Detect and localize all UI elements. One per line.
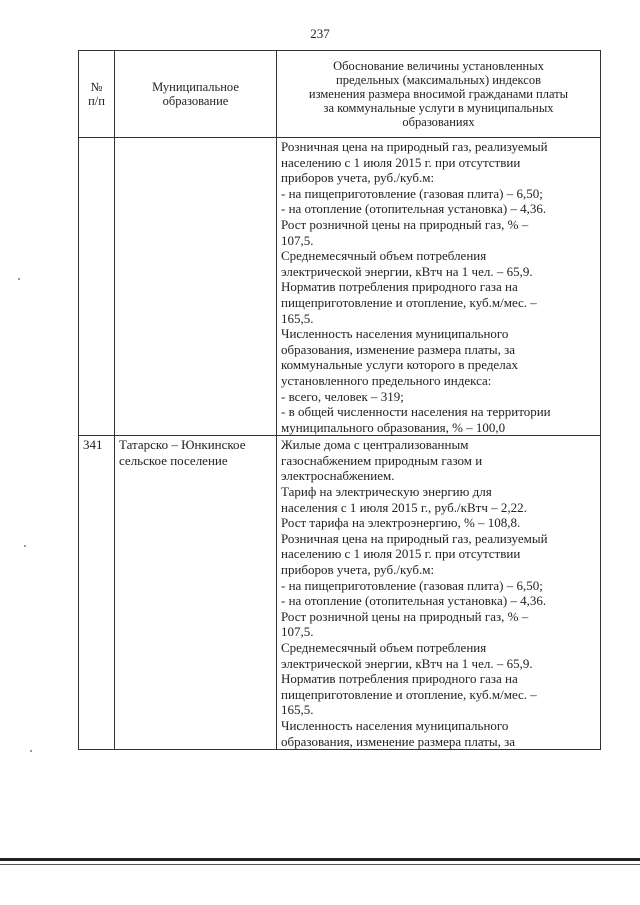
justification-line: Розничная цена на природный газ, реализуемый — [281, 139, 548, 154]
justification-line: - на пищеприготовление (газовая плита) – 6,50; — [281, 577, 543, 593]
justification-line: приборов учета, руб./куб.м: — [281, 170, 435, 186]
justification-line: Рост тарифа на электроэнергию, % – 108,8. — [281, 515, 521, 531]
header-line: Муниципальное — [152, 80, 239, 94]
justification-line: пищеприготовление и отопление, куб.м/мес. – — [281, 294, 537, 310]
cell-municipality — [115, 138, 277, 436]
row-number — [79, 138, 114, 139]
justification-line: Рост розничной цены на природный газ, % – — [281, 608, 529, 624]
justification-line: образования, изменение размера платы, за — [281, 341, 516, 357]
tariff-justification-table — [78, 50, 601, 750]
municipality-line: Татарско – Юнкинское — [119, 437, 246, 453]
justification-line: Численность населения муниципального — [281, 326, 509, 342]
row-number: 341 — [83, 437, 103, 453]
justification-line: Норматив потребления природного газа на — [281, 279, 518, 295]
cell-municipality — [115, 436, 277, 750]
justification-line: Розничная цена на природный газ, реализуемый — [281, 530, 548, 546]
table-row — [79, 138, 601, 436]
justification-line: Численность населения муниципального — [281, 717, 509, 733]
header-line: изменения размера вносимой гражданами платы — [308, 87, 569, 101]
justification-line: электрической энергии, кВтч на 1 чел. – 65,9. — [281, 263, 533, 279]
footer-rule-thin — [0, 864, 640, 865]
header-line: предельных (максимальных) индексов — [336, 73, 541, 87]
justification-line: 165,5. — [281, 310, 314, 326]
justification-line: - в общей численности населения на территории — [281, 404, 551, 420]
header-line: п/п — [88, 94, 105, 108]
justification-line: коммунальные услуги которого в пределах — [281, 357, 518, 373]
cell-number — [79, 436, 115, 750]
justification-line: муниципального образования, % – 100,0 — [281, 419, 506, 435]
header-municipality — [115, 51, 277, 138]
justification-line: Жилые дома с централизованным — [281, 437, 469, 453]
justification-line: - на пищеприготовление (газовая плита) – 6,50; — [281, 185, 543, 201]
header-line: образование — [162, 94, 229, 108]
justification-line: Среднемесячный объем потребления — [281, 640, 487, 655]
table-row — [79, 436, 601, 750]
justification-line: приборов учета, руб./куб.м: — [281, 562, 435, 578]
margin-speck — [24, 545, 26, 547]
justification-line: - на отопление (отопительная установка) – 4,36. — [281, 593, 547, 609]
justification-line: - всего, человек – 319; — [281, 388, 404, 404]
page-number: 237 — [310, 26, 330, 41]
header-line: Обоснование величины установленных — [333, 59, 544, 73]
justification-line: установленного предельного индекса: — [281, 372, 492, 388]
justification-line: Среднемесячный объем потребления — [281, 248, 487, 264]
header-justification — [277, 51, 601, 138]
justification-line: 165,5. — [281, 702, 314, 718]
margin-speck — [30, 750, 32, 752]
justification-line: населения с 1 июля 2015 г., руб./кВтч – 2,22. — [281, 499, 527, 515]
justification-line: электрической энергии, кВтч на 1 чел. – 65,9. — [281, 655, 533, 671]
header-number — [79, 51, 115, 138]
margin-speck — [18, 278, 20, 280]
justification-line: Тариф на электрическую энергию для — [281, 484, 492, 500]
justification-line: населению с 1 июля 2015 г. при отсутствии — [281, 154, 521, 170]
cell-number — [79, 138, 115, 436]
cell-justification — [277, 436, 601, 750]
justification-line: образования, изменение размера платы, за — [281, 733, 516, 749]
header-line: за коммунальные услуги в муниципальных — [323, 101, 554, 115]
header-line: образованиях — [402, 115, 475, 129]
footer-rule — [0, 858, 640, 861]
table-header-row — [79, 51, 601, 138]
justification-line: пищеприготовление и отопление, куб.м/мес. – — [281, 686, 537, 702]
cell-justification — [277, 138, 601, 436]
justification-line: населению с 1 июля 2015 г. при отсутствии — [281, 546, 521, 562]
justification-line: 107,5. — [281, 232, 314, 248]
justification-line: Рост розничной цены на природный газ, % – — [281, 216, 529, 232]
justification-line: Норматив потребления природного газа на — [281, 671, 518, 687]
justification-line: - на отопление (отопительная установка) – 4,36. — [281, 201, 547, 217]
justification-line: 107,5. — [281, 624, 314, 640]
header-line: № — [90, 80, 103, 94]
municipality-line: сельское поселение — [119, 452, 228, 468]
justification-line: газоснабжением природным газом и — [281, 452, 483, 468]
justification-line: электроснабжением. — [281, 468, 395, 484]
